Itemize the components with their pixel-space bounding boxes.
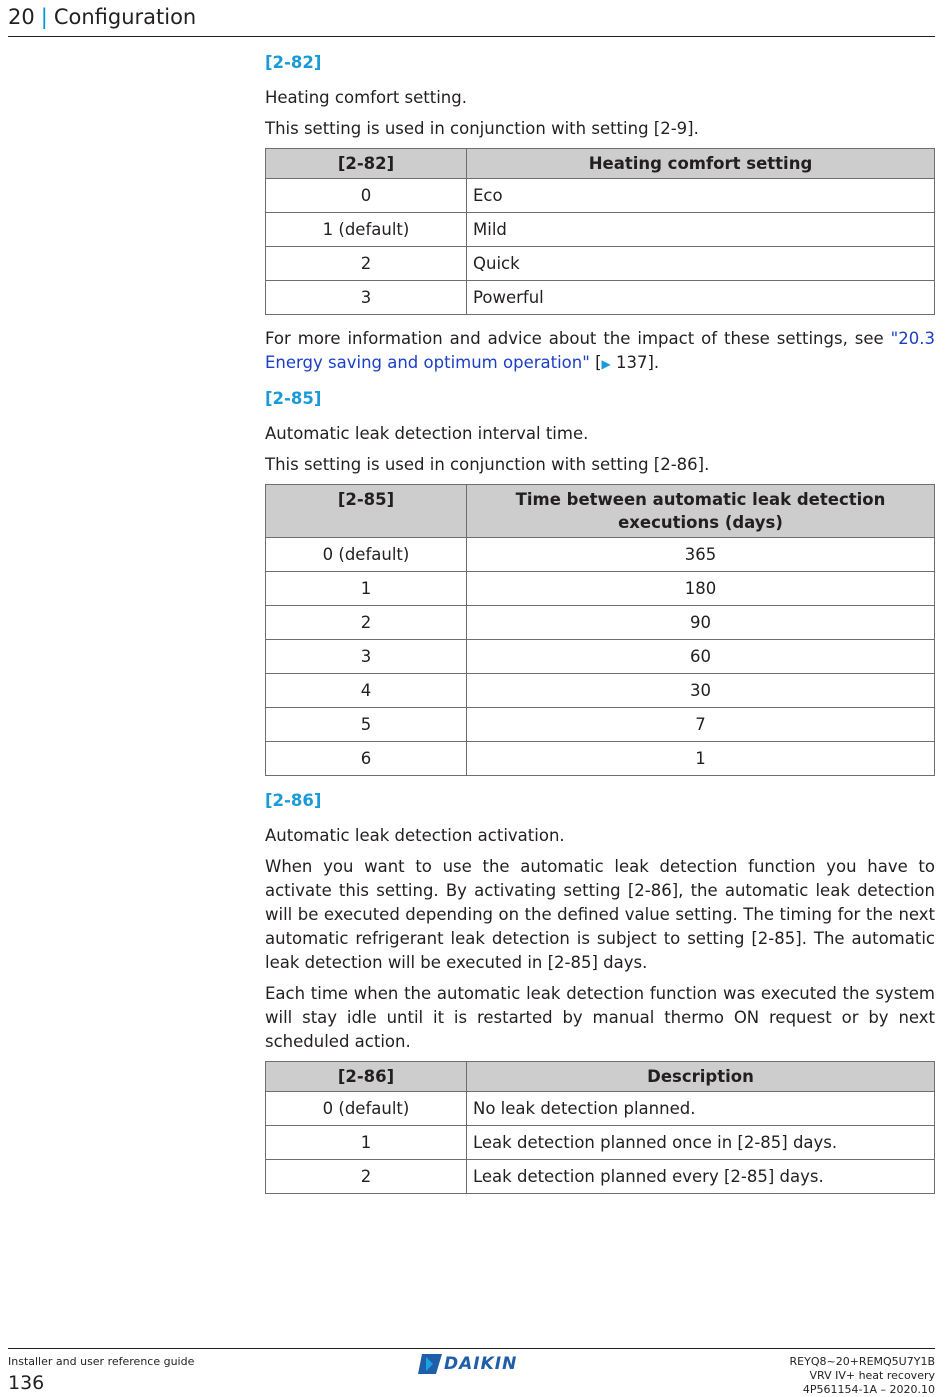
energy-saving-link[interactable]: "20.3 Energy saving and optimum operation" xyxy=(265,329,935,372)
table-row xyxy=(266,640,935,674)
daikin-logo xyxy=(418,1353,517,1375)
daikin-logo-icon xyxy=(418,1354,442,1374)
setting-code-2-82: [2-82] xyxy=(265,53,322,72)
idle-paragraph: Each time when the automatic leak detection function was executed the system will stay idle until it is restarted by manual thermo ON request or by next scheduled action. xyxy=(265,984,935,1051)
setting-note: This setting is used in conjunction with setting [2-86]. xyxy=(265,455,710,474)
table-row xyxy=(266,708,935,742)
setting-note: This setting is used in conjunction with setting [2-9]. xyxy=(265,119,699,138)
table-cell: Leak detection planned once in [2-85] days. xyxy=(467,1126,935,1160)
page-content xyxy=(265,50,935,1206)
setting-summary: Automatic leak detection interval time. xyxy=(265,424,589,443)
table-header: [2-86] xyxy=(266,1062,467,1092)
document-id: 4P561154-1A – 2020.10 xyxy=(802,1383,935,1396)
table-cell: Powerful xyxy=(467,281,935,315)
page-header xyxy=(8,5,935,37)
footer-product-info xyxy=(790,1355,935,1397)
table-row xyxy=(266,1160,935,1194)
setting-code-2-86: [2-86] xyxy=(265,791,322,810)
table-cell: 60 xyxy=(467,640,935,674)
table-cell: 6 xyxy=(266,742,467,776)
table-cell: Quick xyxy=(467,247,935,281)
table-cell: 2 xyxy=(266,247,467,281)
table-row xyxy=(266,674,935,708)
table-cell: 3 xyxy=(266,640,467,674)
table-cell: Mild xyxy=(467,213,935,247)
model-number: REYQ8~20+REMQ5U7Y1B xyxy=(789,1355,935,1368)
activation-paragraph: When you want to use the automatic leak detection function you have to activate this setting. By activating setting [2-86], the automatic leak detection will be executed depending on the defined value setting. The timing for the next automatic refrigerant leak detection is subject to setting [2-85]. The automatic leak detection will be executed in [2-85] days. xyxy=(265,857,935,972)
table-cell: 3 xyxy=(266,281,467,315)
table-row xyxy=(266,1126,935,1160)
more-info-text: For more information and advice about the impact of these settings, see xyxy=(265,329,884,348)
table-cell: 0 (default) xyxy=(266,1092,467,1126)
table-cell: No leak detection planned. xyxy=(467,1092,935,1126)
product-name: VRV IV+ heat recovery xyxy=(809,1369,935,1382)
chapter-number: 20 xyxy=(8,5,35,29)
brand-name: DAIKIN xyxy=(444,1354,518,1374)
setting-summary: Heating comfort setting. xyxy=(265,88,467,107)
table-row xyxy=(266,742,935,776)
table-cell: 2 xyxy=(266,1160,467,1194)
header-separator: | xyxy=(40,5,48,29)
table-cell: 1 xyxy=(266,1126,467,1160)
setting-summary: Automatic leak detection activation. xyxy=(265,826,565,845)
table-header: Description xyxy=(467,1062,935,1092)
chapter-title: Configuration xyxy=(53,5,197,29)
table-2-82 xyxy=(265,148,935,315)
table-cell: 1 xyxy=(467,742,935,776)
table-header: Time between automatic leak detection executions (days) xyxy=(467,485,935,538)
more-info-paragraph xyxy=(265,327,935,376)
table-cell: Eco xyxy=(467,179,935,213)
table-row xyxy=(266,247,935,281)
table-header: [2-82] xyxy=(266,149,467,179)
table-cell: 90 xyxy=(467,606,935,640)
table-cell: 0 (default) xyxy=(266,538,467,572)
table-row xyxy=(266,213,935,247)
table-row xyxy=(266,1092,935,1126)
table-header: Heating comfort setting xyxy=(467,149,935,179)
table-cell: 1 (default) xyxy=(266,213,467,247)
setting-code-2-85: [2-85] xyxy=(265,389,322,408)
table-cell: 4 xyxy=(266,674,467,708)
table-row xyxy=(266,606,935,640)
table-cell: 2 xyxy=(266,606,467,640)
table-cell: 5 xyxy=(266,708,467,742)
page-ref-open: [ xyxy=(595,353,602,372)
table-header: [2-85] xyxy=(266,485,467,538)
page-number: 136 xyxy=(8,1372,45,1394)
table-cell: 30 xyxy=(467,674,935,708)
table-cell: 1 xyxy=(266,572,467,606)
footer-guide-title: Installer and user reference guide xyxy=(8,1355,195,1368)
table-cell: 7 xyxy=(467,708,935,742)
table-cell: Leak detection planned every [2-85] days. xyxy=(467,1160,935,1194)
footer-divider xyxy=(8,1348,935,1349)
table-2-86 xyxy=(265,1061,935,1194)
table-row xyxy=(266,179,935,213)
table-2-85 xyxy=(265,484,935,776)
table-row xyxy=(266,572,935,606)
table-row xyxy=(266,281,935,315)
page-ref-arrow-icon: ▶ xyxy=(601,357,611,371)
table-cell: 0 xyxy=(266,179,467,213)
table-row xyxy=(266,538,935,572)
page-ref: 137]. xyxy=(615,353,660,372)
table-cell: 365 xyxy=(467,538,935,572)
table-cell: 180 xyxy=(467,572,935,606)
